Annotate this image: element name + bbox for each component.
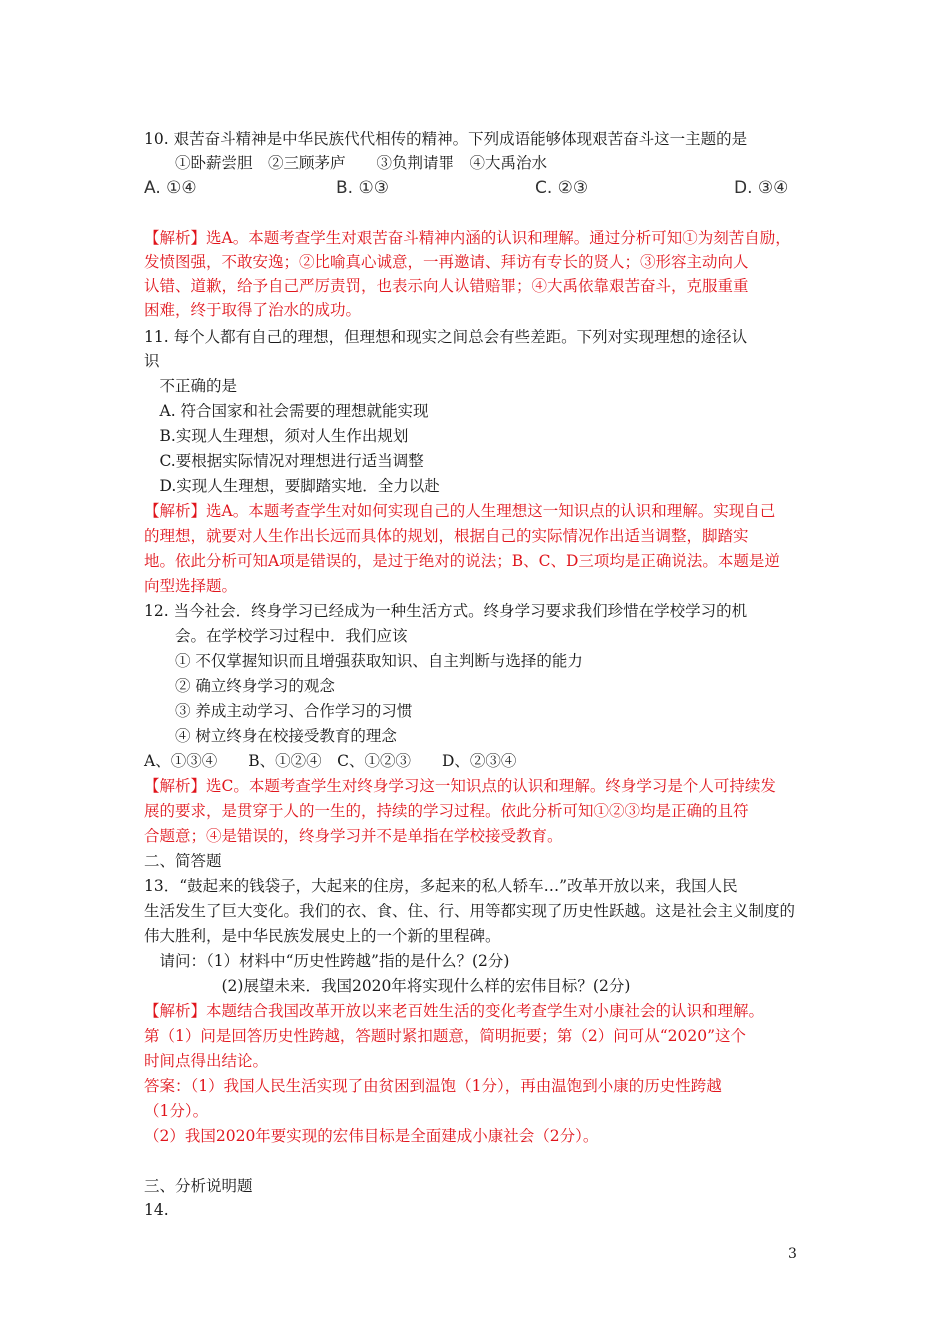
q13-analysis-line: 第（1）问是回答历史性跨越，答题时紧扣题意，简明扼要；第（2）问可从“2020”这个 bbox=[144, 1027, 747, 1045]
q13-analysis-line: 【解析】本题结合我国改革开放以来老百姓生活的变化考查学生对小康社会的认识和理解。 bbox=[144, 1002, 765, 1020]
q10-analysis-line: 【解析】选A。本题考查学生对艰苦奋斗精神内涵的认识和理解。通过分析可知①为刻苦自励， bbox=[144, 229, 791, 247]
q11-option-d: D.实现人生理想，要脚踏实地．全力以赴 bbox=[144, 477, 440, 495]
q11-analysis-line: 地。依此分析可知A项是错误的，是过于绝对的说法；B、C、D三项均是正确说法。本题是逆 bbox=[144, 552, 780, 570]
q11-analysis-line: 向型选择题。 bbox=[144, 577, 238, 595]
q14-number: 14. bbox=[144, 1201, 169, 1219]
q11-option-a: A. 符合国家和社会需要的理想就能实现 bbox=[144, 402, 429, 420]
q12-analysis-line: 【解析】选C。本题考查学生对终身学习这一知识点的认识和理解。终身学习是个人可持续发 bbox=[144, 777, 776, 795]
q13-answer-line: （2）我国2020年要实现的宏伟目标是全面建成小康社会（2分）。 bbox=[144, 1127, 599, 1145]
q13-answer-line: 答案：（1）我国人民生活实现了由贫困到温饱（1分），再由温饱到小康的历史性跨越 bbox=[144, 1077, 722, 1095]
q10-analysis-line: 认错、道歉，给予自己严厉责罚，也表示向人认错赔罪；④大禹依靠艰苦奋斗，克服重重 bbox=[144, 277, 749, 295]
q13-stem: 生活发生了巨大变化。我们的衣、食、住、行、用等都实现了历史性跃越。这是社会主义制度的 bbox=[144, 902, 796, 920]
q10-option-b: B. ①③ bbox=[336, 178, 389, 198]
page-number: 3 bbox=[788, 1246, 797, 1262]
q12-item: ③ 养成主动学习、合作学习的习惯 bbox=[144, 702, 413, 720]
q12-stem: 会。在学校学习过程中．我们应该 bbox=[144, 627, 408, 645]
q13-stem: 13．“鼓起来的钱袋子，大起来的住房，多起来的私人轿车…”改革开放以来，我国人民 bbox=[144, 877, 738, 895]
q11-option-c: C.要根据实际情况对理想进行适当调整 bbox=[144, 452, 424, 470]
q11-analysis-line: 【解析】选A。本题考查学生对如何实现自己的人生理想这一知识点的认识和理解。实现自己 bbox=[144, 502, 776, 520]
q13-ask-2: (2)展望未来．我国2020年将实现什么样的宏伟目标？(2分) bbox=[144, 977, 631, 995]
q11-stem: 11. 每个人都有自己的理想，但理想和现实之间总会有些差距。下列对实现理想的途径认 bbox=[144, 328, 748, 346]
q12-item: ① 不仅掌握知识而且增强获取知识、自主判断与选择的能力 bbox=[144, 652, 583, 670]
q11-stem: 不正确的是 bbox=[144, 377, 238, 395]
q12-item: ② 确立终身学习的观念 bbox=[144, 677, 335, 695]
section-heading-3: 三、分析说明题 bbox=[144, 1177, 253, 1195]
q10-analysis-line: 发愤图强，不敢安逸；②比喻真心诚意，一再邀请、拜访有专长的贤人；③形容主动向人 bbox=[144, 253, 749, 271]
q11-analysis-line: 的理想，就要对人生作出长远而具体的规划，根据自己的实际情况作出适当调整，脚踏实 bbox=[144, 527, 749, 545]
q10-analysis-line: 困难，终于取得了治水的成功。 bbox=[144, 301, 362, 319]
q13-answer-line: （1分）。 bbox=[144, 1102, 209, 1120]
q13-ask-1: 请问：（1）材料中“历史性跨越”指的是什么？(2分) bbox=[144, 952, 510, 970]
q13-stem: 伟大胜利，是中华民族发展史上的一个新的里程碑。 bbox=[144, 927, 501, 945]
q10-option-d: D. ③④ bbox=[734, 178, 789, 198]
q12-options: A、①③④ B、①②④ C、①②③ D、②③④ bbox=[144, 752, 517, 770]
q11-option-b: B.实现人生理想，须对人生作出规划 bbox=[144, 427, 409, 445]
q11-stem: 识 bbox=[144, 352, 160, 370]
q12-item: ④ 树立终身在校接受教育的理念 bbox=[144, 727, 397, 745]
q10-items: ①卧薪尝胆 ②三顾茅庐 ③负荆请罪 ④大禹治水 bbox=[144, 154, 548, 172]
q12-analysis-line: 展的要求，是贯穿于人的一生的，持续的学习过程。依此分析可知①②③均是正确的且符 bbox=[144, 802, 749, 820]
section-heading-2: 二、简答题 bbox=[144, 852, 222, 870]
q10-option-c: C. ②③ bbox=[535, 178, 589, 198]
q12-stem: 12. 当今社会．终身学习已经成为一种生活方式。终身学习要求我们珍惜在学校学习的机 bbox=[144, 602, 748, 620]
q10-option-a: A. ①④ bbox=[144, 178, 197, 198]
q13-analysis-line: 时间点得出结论。 bbox=[144, 1052, 269, 1070]
q12-analysis-line: 合题意；④是错误的，终身学习并不是单指在学校接受教育。 bbox=[144, 827, 563, 845]
q10-stem: 10. 艰苦奋斗精神是中华民族代代相传的精神。下列成语能够体现艰苦奋斗这一主题的是 bbox=[144, 130, 748, 148]
